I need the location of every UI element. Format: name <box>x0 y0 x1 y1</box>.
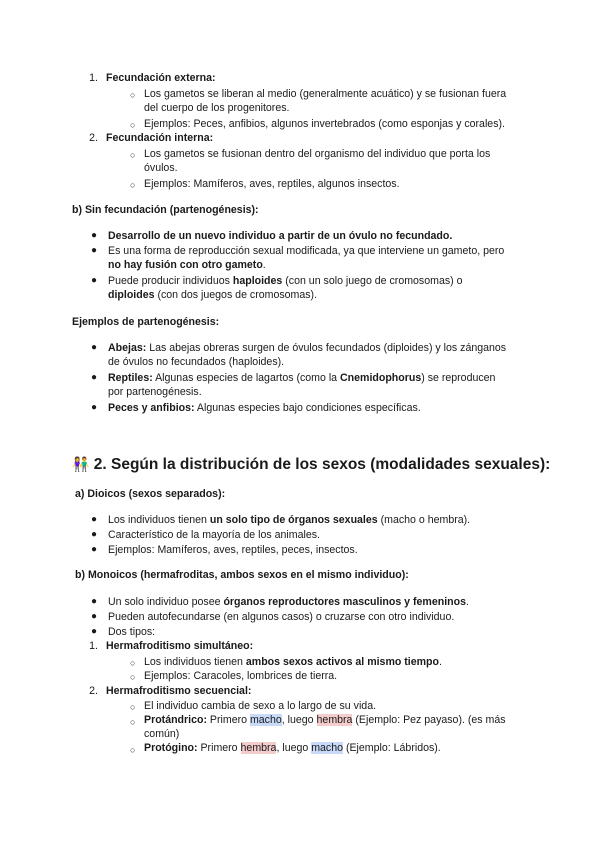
bold-text: órganos reproductores masculinos y femeninos <box>223 596 466 608</box>
highlighted-text: hembra <box>316 714 353 726</box>
list-item: óvulos. <box>144 162 178 174</box>
hollow-circle-bullet-icon: ○ <box>130 90 136 100</box>
text: (con un solo juego de cromosomas) o <box>282 275 463 287</box>
bold-text: haploides <box>232 275 283 287</box>
bold-text: un solo tipo de órganos sexuales <box>209 514 378 526</box>
list-item-title: Fecundación interna: <box>106 132 214 144</box>
text: . <box>465 596 469 608</box>
hollow-circle-bullet-icon: ○ <box>130 672 136 682</box>
list-item <box>108 274 463 288</box>
bullet-icon: ● <box>91 402 98 413</box>
hollow-circle-bullet-icon: ○ <box>130 702 136 712</box>
text: Un solo individuo posee <box>108 596 224 608</box>
list-item: Ejemplos: Caracoles, lombrices de tierra. <box>144 670 338 682</box>
text: (Ejemplo: Lábridos). <box>343 742 441 754</box>
list-item <box>144 655 442 669</box>
text: ) se reproducen <box>421 372 496 384</box>
bullet-icon: ● <box>91 372 98 383</box>
list-item: Característico de la mayoría de los animales. <box>108 529 320 541</box>
hollow-circle-bullet-icon: ○ <box>130 717 136 727</box>
bold-text: Protándrico: <box>144 714 207 726</box>
list-number: 2. <box>89 132 98 144</box>
text: Los individuos tienen <box>108 514 210 526</box>
hollow-circle-bullet-icon: ○ <box>130 150 136 160</box>
list-item: del cuerpo de los progenitores. <box>144 102 290 114</box>
bold-text: Reptiles: <box>108 372 153 384</box>
list-item-continuation <box>108 258 266 272</box>
list-item: Ejemplos: Peces, anfibios, algunos invertebrados (como esponjas y corales). <box>144 118 505 130</box>
text: (con dos juegos de cromosomas). <box>154 289 318 301</box>
list-item <box>108 371 495 385</box>
list-item: Los gametos se liberan al medio (generalmente acuático) y se fusionan fuera <box>144 88 507 100</box>
list-item-title: Fecundación externa: <box>106 72 216 84</box>
bold-text: Abejas: <box>108 342 147 354</box>
list-number: 1. <box>89 72 98 84</box>
list-item <box>144 741 441 755</box>
bullet-icon: ● <box>91 342 98 353</box>
highlighted-text: macho <box>311 742 344 754</box>
text: Algunas especies bajo condiciones específicas. <box>194 402 421 414</box>
list-item: Es una forma de reproducción sexual modificada, ya que interviene un gameto, pero <box>108 245 505 257</box>
text: Primero <box>206 714 250 726</box>
list-item-continuation: por partenogénesis. <box>108 386 202 398</box>
section-subheading: Ejemplos de partenogénesis: <box>72 316 220 328</box>
list-item: Pueden autofecundarse (en algunos casos) o cruzarse con otro individuo. <box>108 611 455 623</box>
text: , luego <box>276 742 312 754</box>
section-heading <box>72 455 550 474</box>
list-item: Ejemplos: Mamíferos, aves, reptiles, algunos insectos. <box>144 178 400 190</box>
bold-text: diploides <box>108 289 155 301</box>
list-item <box>108 341 506 355</box>
highlighted-text: hembra <box>240 742 277 754</box>
bullet-icon: ● <box>91 529 98 540</box>
section-title: 2. Según la distribución de los sexos (modalidades sexuales): <box>93 456 551 473</box>
list-item <box>108 513 470 527</box>
section-subheading: b) Sin fecundación (partenogénesis): <box>72 204 259 216</box>
text: Las abejas obreras surgen de óvulos fecundados (diploides) y los zánganos <box>146 342 507 354</box>
highlighted-text: macho <box>249 714 282 726</box>
list-number: 2. <box>89 685 98 697</box>
bullet-icon: ● <box>91 544 98 555</box>
text: Primero <box>197 742 241 754</box>
list-item: Los gametos se fusionan dentro del organismo del individuo que porta los <box>144 148 491 160</box>
list-item <box>144 713 506 727</box>
list-item <box>108 595 469 609</box>
bold-text: Cnemidophorus <box>340 372 422 384</box>
bullet-icon: ● <box>91 514 98 525</box>
list-item: Dos tipos: <box>108 626 156 638</box>
list-item-continuation: de óvulos no fecundados (haploides). <box>108 356 285 368</box>
list-item: El individuo cambia de sexo a lo largo de su vida. <box>144 700 377 712</box>
list-item-title: Hermafroditismo secuencial: <box>106 685 252 697</box>
hollow-circle-bullet-icon: ○ <box>130 745 136 755</box>
couple-icon: 👫 <box>72 456 90 472</box>
section-subheading: a) Dioicos (sexos separados): <box>75 488 226 500</box>
bullet-icon: ● <box>91 626 98 637</box>
list-item <box>108 401 421 415</box>
bold-text: Peces y anfibios: <box>108 402 195 414</box>
bullet-icon: ● <box>91 611 98 622</box>
text: , luego <box>281 714 317 726</box>
text: Los individuos tienen <box>144 656 246 668</box>
text: . <box>439 656 442 668</box>
hollow-circle-bullet-icon: ○ <box>130 180 136 190</box>
list-item-continuation: común) <box>144 728 180 740</box>
bullet-icon: ● <box>91 230 98 241</box>
text: (Ejemplo: Pez payaso). (es más <box>352 714 506 726</box>
hollow-circle-bullet-icon: ○ <box>130 658 136 668</box>
list-item: Ejemplos: Mamíferos, aves, reptiles, peces, insectos. <box>108 544 358 556</box>
text: . <box>262 259 266 271</box>
text: (macho o hembra). <box>377 514 471 526</box>
bullet-icon: ● <box>91 245 98 256</box>
text: Algunas especies de lagartos (como la <box>152 372 341 384</box>
section-subheading: b) Monoicos (hermafroditas, ambos sexos en el mismo individuo): <box>75 569 409 581</box>
bold-text: no hay fusión con otro gameto <box>108 259 263 271</box>
list-item-title: Hermafroditismo simultáneo: <box>106 640 254 652</box>
list-item: Desarrollo de un nuevo individuo a partir de un óvulo no fecundado. <box>108 230 453 242</box>
bold-text: Protógino: <box>144 742 198 754</box>
bullet-icon: ● <box>91 596 98 607</box>
bullet-icon: ● <box>91 275 98 286</box>
list-item-continuation <box>108 288 317 302</box>
list-number: 1. <box>89 640 98 652</box>
bold-text: ambos sexos activos al mismo tiempo <box>245 656 440 668</box>
text: Puede producir individuos <box>108 275 233 287</box>
hollow-circle-bullet-icon: ○ <box>130 120 136 130</box>
